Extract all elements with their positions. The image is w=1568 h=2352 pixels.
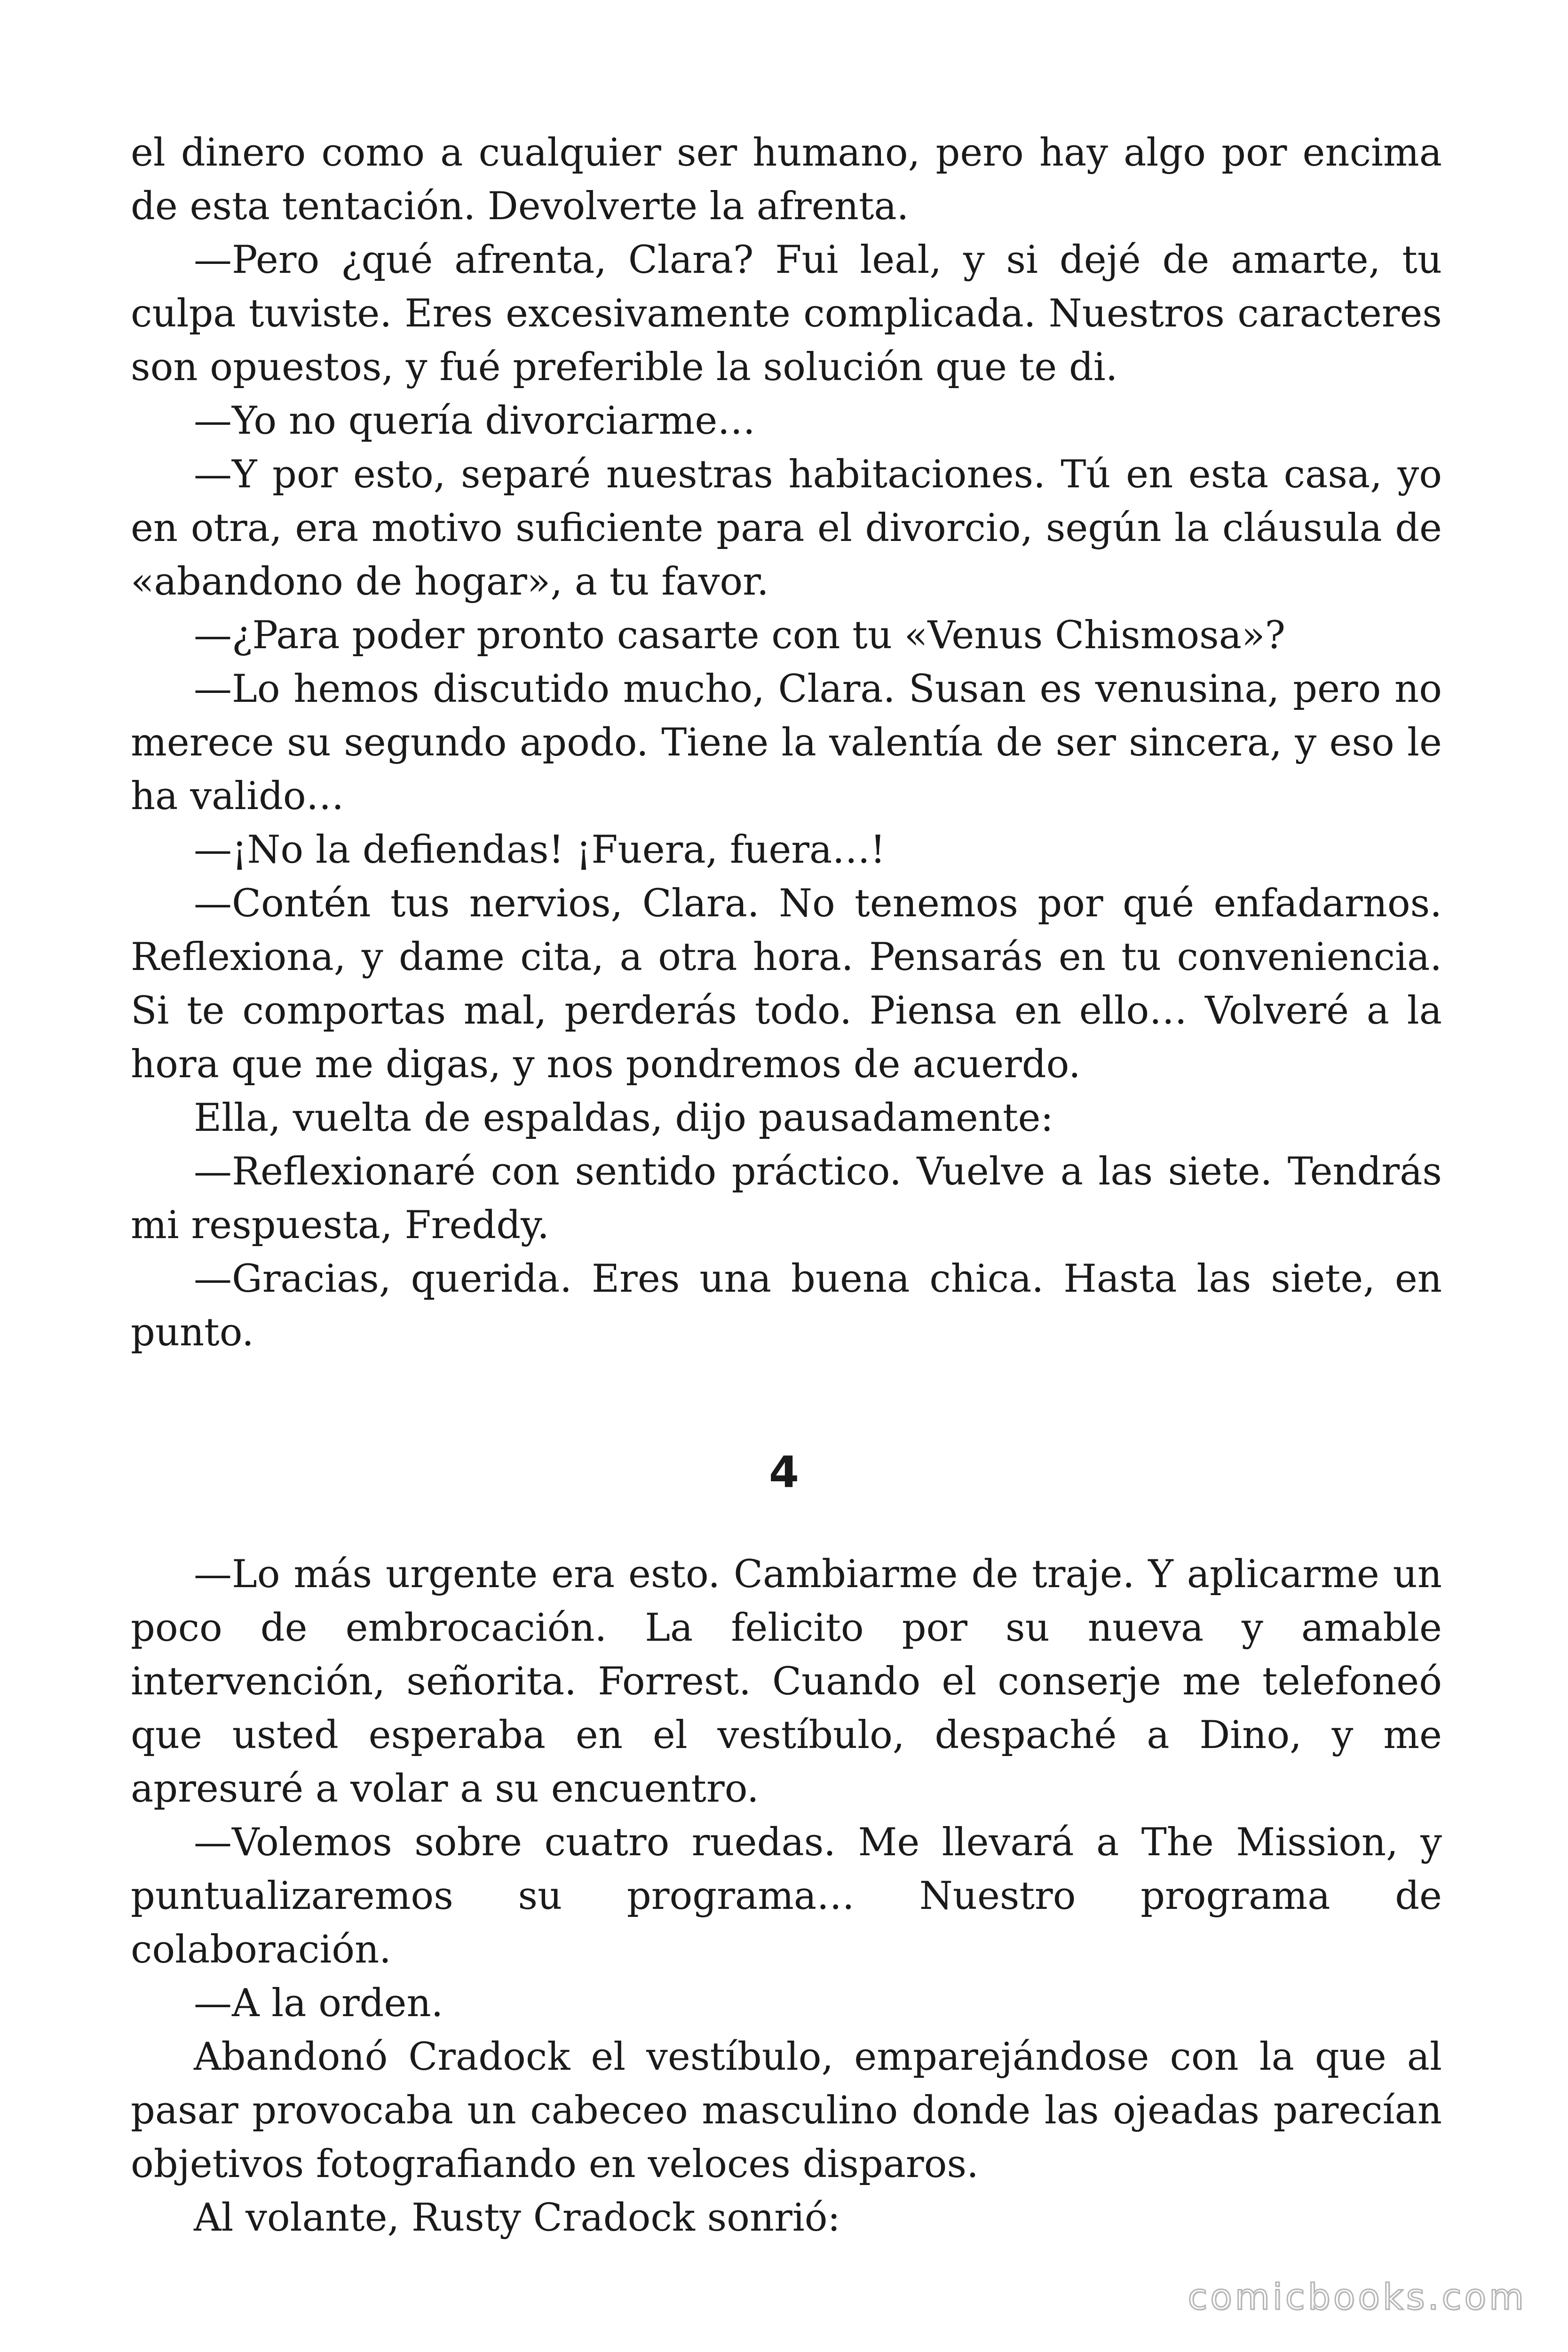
dialogue-paragraph: —Volemos sobre cuatro ruedas. Me llevará a The Mission, y puntualizaremos su programa… Nuestro programa de colaboración. — [131, 1820, 1442, 1972]
dialogue-paragraph: —Reflexionaré con sentido práctico. Vuelve a las siete. Tendrás mi respuesta, Freddy. — [131, 1150, 1442, 1248]
dialogue-paragraph: —Pero ¿qué afrenta, Clara? Fui leal, y si dejé de amarte, tu culpa tuviste. Eres excesivamente complicada. Nuestros caracteres son opuestos, y fué preferible la solución que te di. — [131, 238, 1442, 389]
dialogue-paragraph: —Contén tus nervios, Clara. No tenemos por qué enfadarnos. Reflexiona, y dame cita, a otra hora. Pensarás en tu conveniencia. Si te comportas mal, perderás todo. Piensa en ello… Volveré a la hora que me digas, y nos pondremos de acuerdo. — [131, 882, 1442, 1087]
dialogue-paragraph: —Lo hemos discutido mucho, Clara. Susan es venusina, pero no merece su segundo apodo. Tiene la valentía de ser sincera, y eso le ha valido… — [131, 667, 1442, 818]
dialogue-paragraph: —Lo más urgente era esto. Cambiarme de traje. Y aplicarme un poco de embrocación. La felicito por su nueva y amable intervención, señorita. Forrest. Cuando el conserje me telefoneó que usted esperaba en el vestíbulo, despaché a Dino, y me apresuré a volar a su encuentro. — [131, 1552, 1442, 1811]
dialogue-paragraph: —¡No la defiendas! ¡Fuera, fuera…! — [194, 828, 886, 872]
dialogue-paragraph: —Y por esto, separé nuestras habitaciones. Tú en esta casa, yo en otra, era motivo suficiente para el divorcio, según la cláusula de «abandono de hogar», a tu favor. — [131, 453, 1442, 604]
narrative-paragraph: Al volante, Rusty Cradock sonrió: — [194, 2196, 840, 2240]
narrative-paragraph: Ella, vuelta de espaldas, dijo pausadamente: — [194, 1096, 1053, 1140]
dialogue-paragraph: —¿Para poder pronto casarte con tu «Venus Chismosa»? — [194, 613, 1285, 658]
chapter-heading: 4 — [768, 1447, 799, 1497]
dialogue-paragraph: —Yo no quería divorciarme… — [194, 399, 756, 443]
dialogue-paragraph: —Gracias, querida. Eres una buena chica. Hasta las siete, en punto. — [131, 1257, 1442, 1355]
watermark: comicbooks.com — [1188, 2276, 1527, 2318]
text-section-before-chapter — [131, 126, 1442, 1359]
paragraph-continuation: el dinero como a cualquier ser humano, pero hay algo por encima de esta tentación. Devolverte la afrenta. — [131, 131, 1442, 229]
text-section-chapter-4 — [131, 1548, 1442, 2245]
narrative-paragraph: Abandonó Cradock el vestíbulo, emparejándose con la que al pasar provocaba un cabeceo masculino donde las ojeadas parecían objetivos fotografiando en veloces disparos. — [131, 2035, 1442, 2186]
dialogue-paragraph: —A la orden. — [194, 1981, 443, 2026]
